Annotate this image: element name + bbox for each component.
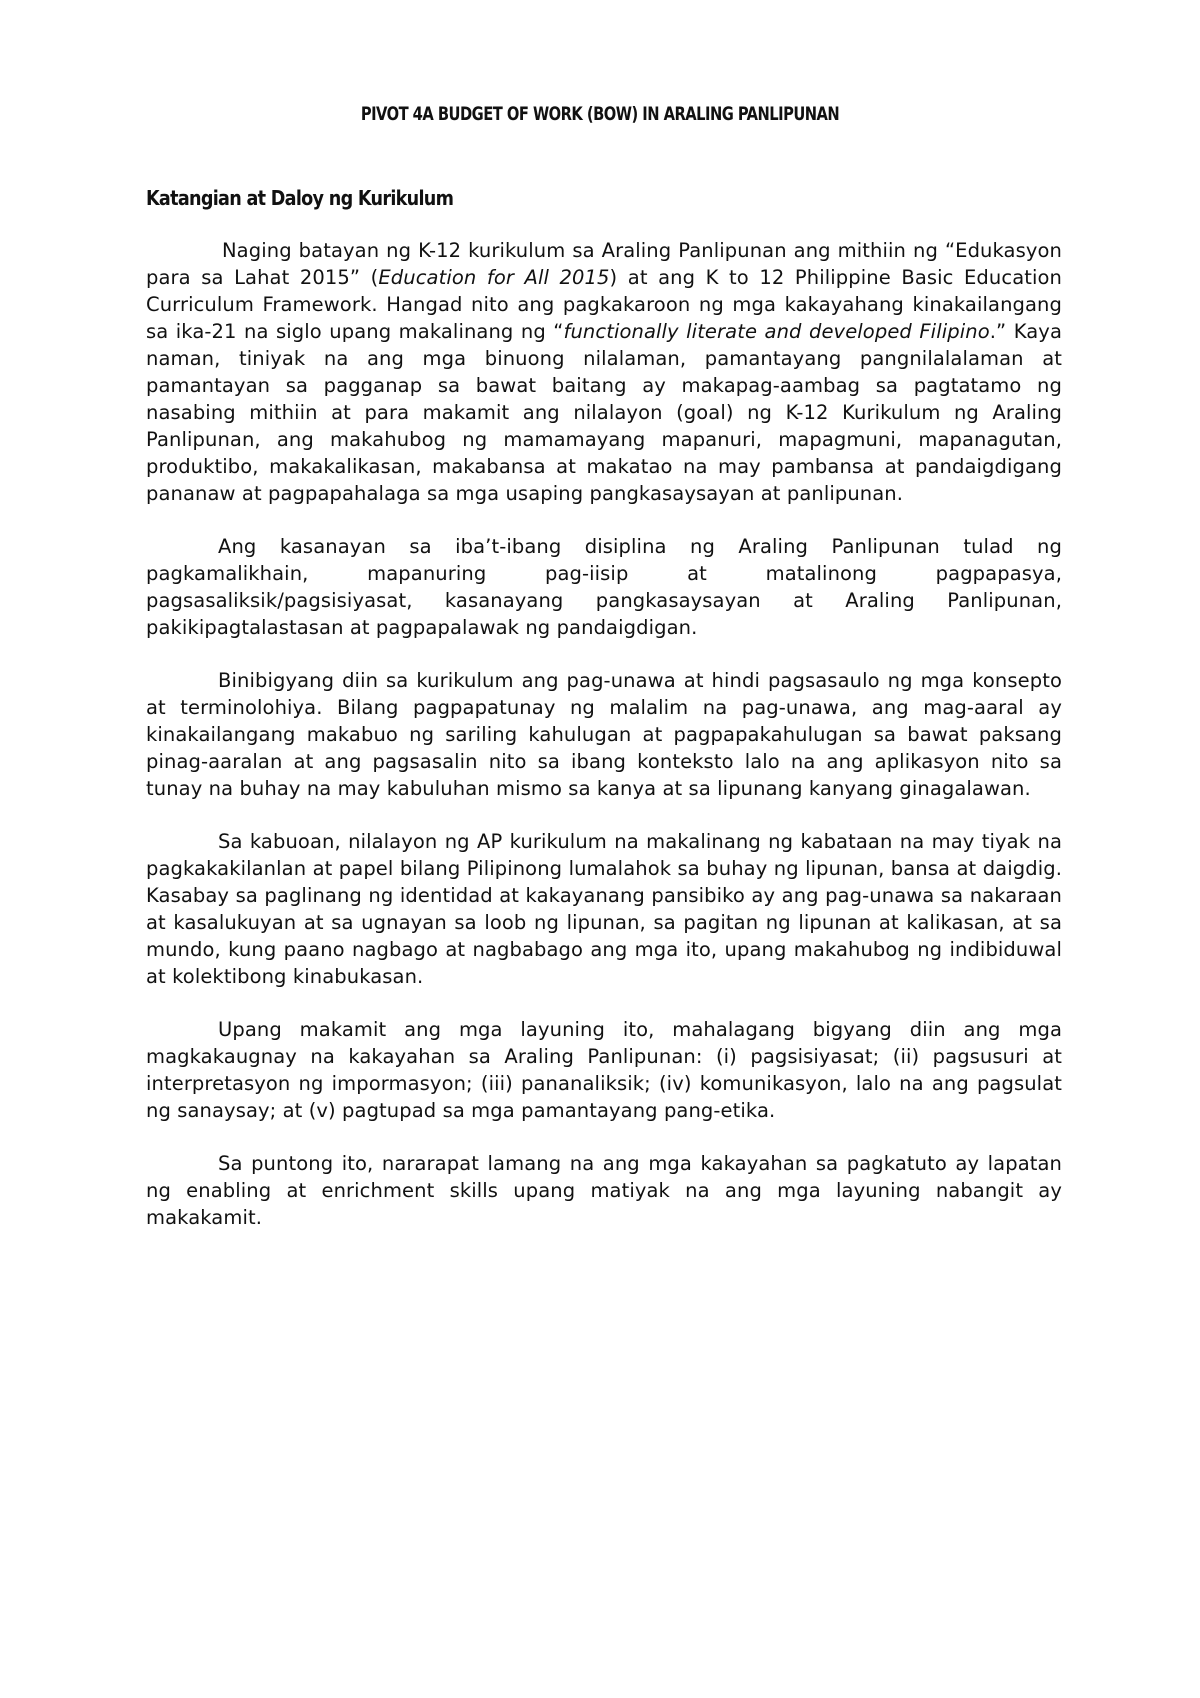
paragraph-1-italic-d: functionally literate and developed Filipino [563,320,990,343]
paragraph-6: Sa puntong ito, nararapat lamang na ang mga kakayahan sa pagkatuto ay lapatan ng enabling at enrichment skills upang matiyak na ang mga layuning nabangit ay makakamit. [146,1152,1062,1229]
paragraph-1 [146,237,1062,507]
paragraph-4: Sa kabuoan, nilalayon ng AP kurikulum na makalinang ng kabataan na may tiyak na pagkakakilanlan at papel bilang Pilipinong lumalahok sa buhay ng lipunan, bansa at daigdig. Kasabay sa paglinang ng identidad at kakayanang pansibiko ay ang pag-unawa sa nakaraan at kasalukuyan at sa ugnayan sa loob ng lipunan, sa pagitan ng lipunan at kalikasan, at sa mundo, kung paano nagbago at nagbabago ang mga ito, upang makahubog ng indibiduwal at kolektibong kinabukasan. [146,830,1062,988]
paragraph-1-text-a: Naging batayan ng K-12 kurikulum sa Araling Panlipunan ang mithiin ng “Edukasyon para sa Lahat 2015” ( [146,239,1062,289]
paragraph-1-text-c: ) at ang K to 12 Philippine Basic Education Curriculum Framework. Hangad nito ang pagkakaroon ng mga kakayahang kinakailangang sa ika-21 na siglo upang makalinang ng “ [146,266,1062,343]
paragraph-3: Binibigyang diin sa kurikulum ang pag-unawa at hindi pagsasaulo ng mga konsepto at terminolohiya. Bilang pagpapatunay ng malalim na pag-unawa, ang mag-aaral ay kinakailangang makabuo ng sariling kahulugan at pagpapakahulugan sa bawat paksang pinag-aaralan at ang pagsasalin nito sa ibang konteksto lalo na ang aplikasyon nito sa tunay na buhay na may kabuluhan mismo sa kanya at sa lipunang kanyang ginagalawan. [146,669,1062,800]
paragraph-1-text-e: .” Kaya naman, tiniyak na ang mga binuong nilalaman, pamantayang pangnilalalaman at pamantayan sa pagganap sa bawat baitang ay makapag-aambag sa pagtatamo ng nasabing mithiin at para makamit ang nilalayon (goal) ng K-12 Kurikulum ng Araling Panlipunan, ang makahubog ng mamamayang mapanuri, mapagmuni, mapanagutan, produktibo, makakalikasan, makabansa at makatao na may pambansa at pandaigdigang pananaw at pagpapahalaga sa mga usaping pangkasaysayan at panlipunan. [146,320,1062,505]
paragraph-2: Ang kasanayan sa iba’t-ibang disiplina ng Araling Panlipunan tulad ng pagkamalikhain, mapanuring pag-iisip at matalinong pagpapasya, pagsasaliksik/pagsisiyasat, kasanayang pangkasaysayan at Araling Panlipunan, pakikipagtalastasan at pagpapalawak ng pandaigdigan. [146,535,1062,639]
paragraph-5: Upang makamit ang mga layuning ito, mahalagang bigyang diin ang mga magkakaugnay na kakayahan sa Araling Panlipunan: (i) pagsisiyasat; (ii) pagsusuri at interpretasyon ng impormasyon; (iii) pananaliksik; (iv) komunikasyon, lalo na ang pagsulat ng sanaysay; at (v) pagtupad sa mga pamantayang pang-etika. [146,1018,1062,1122]
paragraph-1-italic-b: Education for All 2015 [378,266,610,289]
document-title: PIVOT 4A BUDGET OF WORK (BOW) IN ARALING PANLIPUNAN [360,103,840,125]
document-body [146,237,1062,1257]
section-heading: Katangian at Daloy ng Kurikulum [146,186,454,210]
